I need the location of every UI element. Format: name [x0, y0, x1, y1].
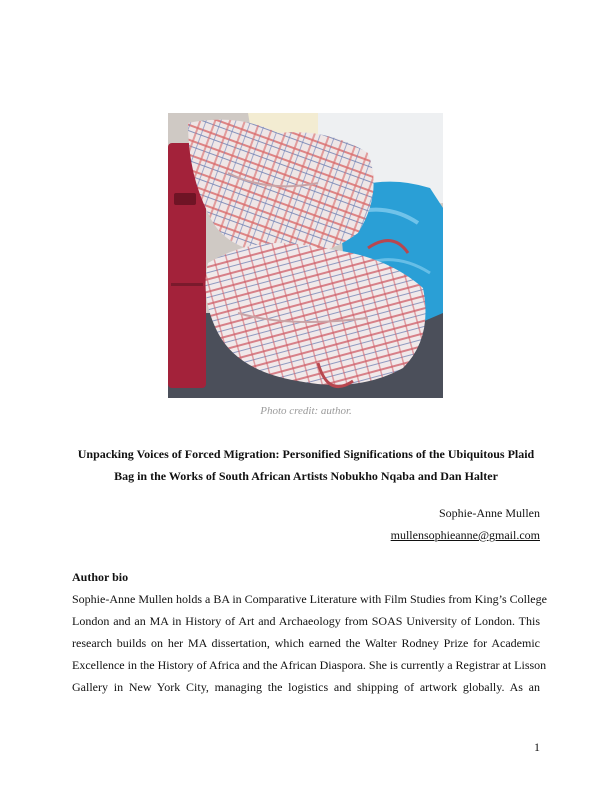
author-bio-heading: Author bio — [72, 570, 129, 584]
page-number: 1 — [534, 740, 540, 754]
plaid-bags-illustration — [168, 113, 443, 398]
paper-title — [60, 443, 552, 487]
photo-caption: Photo credit: author. — [260, 405, 352, 417]
bio-line: Excellence in the History of Africa and the African Diaspora. She is currently a Registrar at Lisson — [72, 658, 547, 672]
bio-line: Gallery in New York City, managing the logistics and shipping of artwork globally. As an — [72, 680, 540, 694]
paper-title-line-2: Bag in the Works of South African Artists Nobukho Nqaba and Dan Halter — [114, 469, 498, 483]
cover-photo — [168, 113, 443, 398]
author-email-link[interactable]: mullensophieanne@gmail.com — [390, 528, 540, 542]
bio-line: Sophie-Anne Mullen holds a BA in Comparative Literature with Film Studies from King’s College — [72, 592, 547, 606]
bio-line: London and an MA in History of Art and Archaeology from SOAS University of London. This — [72, 614, 540, 628]
author-name: Sophie-Anne Mullen — [439, 506, 540, 520]
paper-title-line-1: Unpacking Voices of Forced Migration: Personified Significations of the Ubiquitous Plaid — [77, 447, 535, 461]
bio-line: research builds on her MA dissertation, which earned the Walter Rodney Prize for Academic — [72, 636, 540, 650]
